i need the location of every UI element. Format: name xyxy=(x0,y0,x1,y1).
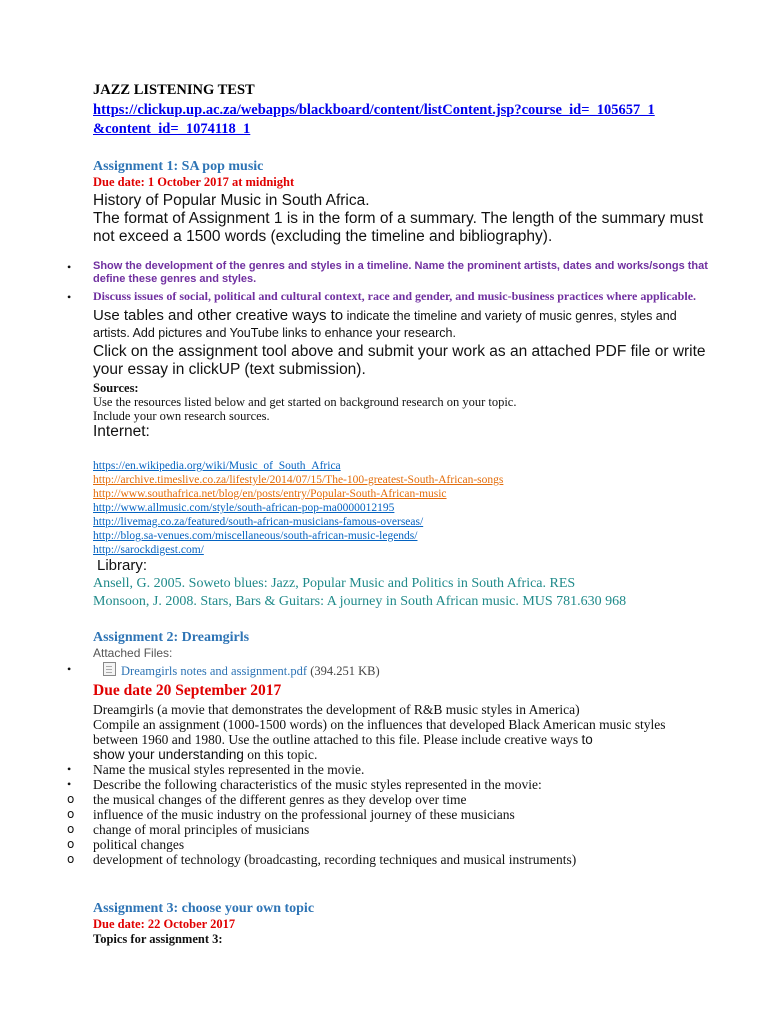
circle-glyph: o xyxy=(67,822,75,836)
course-url-link-line1[interactable]: https://clickup.up.ac.za/webapps/blackboard/content/listContent.jsp?course_id=_105657_1 xyxy=(93,102,655,118)
assignment-1-format: The format of Assignment 1 is in the form of a summary. The length of the summary must not exceed a 1500 words (excluding the timeline and bibliography). xyxy=(93,210,704,245)
tables-rest-text: indicate the timeline and variety of music genres, styles and artists. Add pictures and YouTube links to enhance your research. xyxy=(93,309,677,340)
instructions-to: to xyxy=(581,732,593,747)
sub-bullet-moral-principles xyxy=(67,822,708,837)
attached-files-label: Attached Files: xyxy=(93,646,173,660)
circle-glyph: o xyxy=(67,792,75,806)
sources-text-1: Use the resources listed below and get started on background research on your topic. xyxy=(93,395,517,409)
assignment-1-bullet-issues xyxy=(67,289,708,304)
document-title: JAZZ LISTENING TEST xyxy=(93,82,255,98)
library-reference-ansell: Ansell, G. 2005. Soweto blues: Jazz, Popular Music and Politics in South Africa. RES xyxy=(93,576,576,591)
sub-bullet-text: development of technology (broadcasting, recording techniques and musical instruments) xyxy=(93,852,577,867)
internet-links-list xyxy=(93,459,708,557)
bullet-text: Describe the following characteristics of the music styles represented in the movie: xyxy=(93,777,542,792)
assignment-1-subject: History of Popular Music in South Africa. xyxy=(93,192,370,209)
library-label: Library: xyxy=(97,557,148,574)
bullet-glyph: • xyxy=(67,777,72,791)
circle-glyph: o xyxy=(67,852,75,866)
tables-lead-text: Use tables and other creative ways to xyxy=(93,307,344,324)
sources-label: Sources: xyxy=(93,381,139,395)
link-allmusic[interactable]: http://www.allmusic.com/style/south-african-pop-ma0000012195 xyxy=(93,502,395,514)
bullet-glyph: • xyxy=(67,260,72,274)
assignment-1-tables-paragraph xyxy=(93,307,708,341)
assignment-2-description: Dreamgirls (a movie that demonstrates the development of R&B music styles in America) xyxy=(93,702,580,717)
assignment-1-submission-instructions: Click on the assignment tool above and submit your work as an attached PDF file or write your essay in clickUP (text submission). xyxy=(93,343,706,378)
sub-bullet-text: change of moral principles of musicians xyxy=(93,822,310,837)
sub-bullet-music-industry xyxy=(67,807,708,822)
sub-bullet-technology xyxy=(67,852,708,867)
assignment-3-topics-label: Topics for assignment 3: xyxy=(93,932,223,946)
link-livemag[interactable]: http://livemag.co.za/featured/south-african-musicians-famous-overseas/ xyxy=(93,516,424,528)
assignment-2-due-date: Due date 20 September 2017 xyxy=(93,682,282,699)
assignment-1-due-date: Due date: 1 October 2017 at midnight xyxy=(93,175,295,189)
attached-file-item xyxy=(67,662,708,680)
link-southafrica-net[interactable]: http://www.southafrica.net/blog/en/posts/entry/Popular-South-African-music xyxy=(93,488,447,500)
sub-bullet-text: influence of the music industry on the professional journey of these musicians xyxy=(93,807,515,822)
assignment-2-bullet-styles xyxy=(67,762,708,777)
bullet-text: Name the musical styles represented in the movie. xyxy=(93,762,365,777)
link-wikipedia[interactable]: https://en.wikipedia.org/wiki/Music_of_South_Africa xyxy=(93,460,341,472)
link-timeslive[interactable]: http://archive.timeslive.co.za/lifestyle/2014/07/15/The-100-greatest-South-African-songs xyxy=(93,474,504,486)
bullet-glyph: • xyxy=(67,290,72,304)
file-icon xyxy=(103,662,116,676)
course-url-link-line2[interactable]: &content_id=_1074118_1 xyxy=(93,121,251,137)
assignment-1-title: Assignment 1: SA pop music xyxy=(93,159,264,174)
bullet-glyph: • xyxy=(67,662,72,676)
instructions-understanding: show your understanding xyxy=(93,747,244,762)
assignment-3-due-date: Due date: 22 October 2017 xyxy=(93,917,236,931)
bullet-text: Show the development of the genres and styles in a timeline. Name the prominent artists, dates and works/songs that define these genres and styles. xyxy=(93,260,708,285)
circle-glyph: o xyxy=(67,807,75,821)
dreamgirls-pdf-link[interactable]: Dreamgirls notes and assignment.pdf xyxy=(121,664,308,678)
internet-label: Internet: xyxy=(93,423,150,440)
instructions-tail: on this topic. xyxy=(243,747,318,762)
link-sarockdigest[interactable]: http://sarockdigest.com/ xyxy=(93,544,204,556)
assignment-2-instructions xyxy=(93,717,708,762)
library-reference-monsoon: Monsoon, J. 2008. Stars, Bars & Guitars: A journey in South African music. MUS 781.630 968 xyxy=(93,594,627,609)
sub-bullet-text: the musical changes of the different genres as they develop over time xyxy=(93,792,467,807)
bullet-text: Discuss issues of social, political and cultural context, race and gender, and music-business practices where applicable. xyxy=(93,289,697,303)
circle-glyph: o xyxy=(67,837,75,851)
sub-bullet-text: political changes xyxy=(93,837,185,852)
assignment-2-bullet-characteristics xyxy=(67,777,708,792)
instructions-text: Compile an assignment (1000-1500 words) on the influences that developed Black American music styles between 1960 and 1980. Use the outline attached to this file. Please include creative ways xyxy=(93,717,666,747)
sub-bullet-musical-changes xyxy=(67,792,708,807)
file-size: (394.251 KB) xyxy=(307,664,380,678)
sub-bullet-political-changes xyxy=(67,837,708,852)
assignment-1-bullet-timeline xyxy=(67,260,708,286)
link-sa-venues[interactable]: http://blog.sa-venues.com/miscellaneous/south-african-music-legends/ xyxy=(93,530,418,542)
assignment-3-title: Assignment 3: choose your own topic xyxy=(93,901,315,916)
sources-text-2: Include your own research sources. xyxy=(93,409,270,423)
assignment-2-title: Assignment 2: Dreamgirls xyxy=(93,630,250,645)
bullet-glyph: • xyxy=(67,762,72,776)
